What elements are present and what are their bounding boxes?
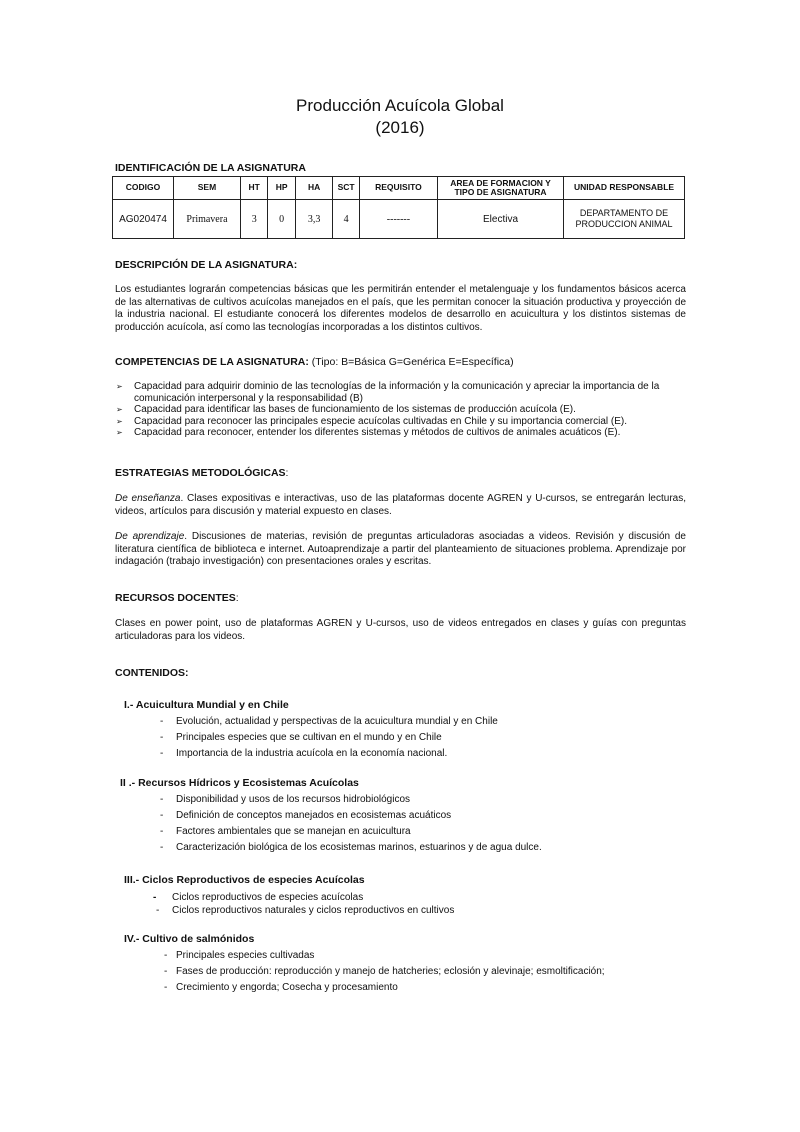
arrow-bullet-icon: ➢ bbox=[116, 405, 123, 415]
competencia-item bbox=[115, 404, 687, 416]
col-sem: SEM bbox=[173, 177, 240, 200]
competencias-heading bbox=[115, 356, 514, 368]
unit-title: I.- Acuicultura Mundial y en Chile bbox=[124, 699, 289, 711]
list-item bbox=[164, 980, 684, 996]
descripcion-text: Los estudiantes lograrán competencias básicas que les permitirán entender el metalenguaje y los fundamentos básicos acerca de las alternativas de cultivos acuícolas manejados en el país, que les permitan conocer la situación productiva y proyección de la industria nacional. El estudiante conocerá los diferentes modelos de desarrollo en acuicultura y los distintos sistemas de producción acuícola, así como las tecnologías incorporadas a los distintos cultivos. bbox=[115, 284, 686, 333]
competencia-item bbox=[115, 416, 687, 428]
list-item bbox=[160, 792, 680, 808]
unit-title: III.- Ciclos Reproductivos de especies Acuícolas bbox=[124, 874, 365, 886]
aprendizaje-text: . Discusiones de materias, revisión de preguntas articuladoras asociadas a videos. Revisión y discusión de literatura científica de biblioteca e internet. Autoaprendizaje a partir del planteamiento de situaciones problema. Aprendizaje por indagación (trabajo investigación) con presentaciones orales y escritas. bbox=[115, 531, 686, 568]
ensenanza-label: De enseñanza bbox=[115, 493, 181, 504]
dash-bullet-icon: - bbox=[160, 748, 164, 759]
col-codigo: CODIGO bbox=[113, 177, 174, 200]
ident-heading: IDENTIFICACIÓN DE LA ASIGNATURA bbox=[115, 162, 306, 174]
list-item bbox=[160, 714, 680, 730]
unit-items bbox=[152, 891, 682, 917]
competencia-text: Capacidad para reconocer, entender los diferentes sistemas y métodos de cultivos de animales acuáticos (E). bbox=[134, 427, 621, 439]
descripcion-heading: DESCRIPCIÓN DE LA ASIGNATURA: bbox=[115, 259, 298, 271]
list-item bbox=[160, 746, 680, 762]
list-item bbox=[152, 904, 682, 917]
arrow-bullet-icon: ➢ bbox=[116, 382, 123, 391]
col-sct: SCT bbox=[333, 177, 359, 200]
list-item bbox=[164, 964, 684, 980]
document-year: (2016) bbox=[375, 118, 425, 137]
col-ha: HA bbox=[295, 177, 333, 200]
competencia-text: Capacidad para reconocer las principales especie acuícolas cultivadas en Chile y su importancia comercial (E). bbox=[134, 415, 628, 427]
contenidos-heading: CONTENIDOS: bbox=[115, 667, 189, 679]
recursos-colon: : bbox=[235, 592, 239, 604]
cell-ht: 3 bbox=[241, 200, 268, 239]
dash-bullet-icon: - bbox=[156, 905, 160, 916]
competencia-text: Capacidad para identificar las bases de funcionamiento de los sistemas de producción acuícola (E). bbox=[134, 404, 576, 416]
list-item-text: Ciclos reproductivos naturales y ciclos reproductivos en cultivos bbox=[172, 905, 455, 916]
list-item bbox=[152, 891, 682, 904]
cell-requisito: ------- bbox=[359, 200, 437, 239]
ident-table bbox=[112, 176, 685, 239]
unit-items bbox=[160, 714, 680, 762]
dash-bullet-icon: - bbox=[160, 810, 164, 821]
list-item-text: Disponibilidad y usos de los recursos hidrobiológicos bbox=[176, 794, 411, 805]
competencias-note: (Tipo: B=Básica G=Genérica E=Específica) bbox=[308, 356, 514, 368]
arrow-bullet-icon: ➢ bbox=[116, 428, 123, 438]
ident-header-row bbox=[113, 177, 685, 200]
document-title: Producción Acuícola Global bbox=[296, 96, 504, 115]
dash-bullet-icon: - bbox=[164, 966, 168, 977]
unit-items bbox=[164, 948, 684, 996]
list-item-text: Ciclos reproductivos de especies acuícolas bbox=[172, 892, 364, 903]
aprendizaje-label: De aprendizaje bbox=[115, 531, 185, 542]
dash-bullet-icon: - bbox=[160, 794, 164, 805]
competencia-text: Capacidad para adquirir dominio de las tecnologías de la información y la comunicación y apreciar la importancia de la comunicación interpersonal y la responsabilidad (B) bbox=[134, 381, 660, 404]
cell-sct: 4 bbox=[333, 200, 359, 239]
list-item bbox=[164, 948, 684, 964]
dash-bullet-icon: - bbox=[160, 826, 164, 837]
competencias-title: COMPETENCIAS DE LA ASIGNATURA: bbox=[115, 356, 309, 368]
col-area: AREA DE FORMACION Y TIPO DE ASIGNATURA bbox=[438, 177, 564, 200]
competencias-list bbox=[115, 381, 687, 439]
cell-area: Electiva bbox=[438, 200, 564, 239]
aprendizaje-paragraph bbox=[115, 531, 686, 569]
col-requisito: REQUISITO bbox=[359, 177, 437, 200]
ident-data-row bbox=[113, 200, 685, 239]
unit-title: II .- Recursos Hídricos y Ecosistemas Acuícolas bbox=[120, 777, 359, 789]
cell-ha: 3,3 bbox=[295, 200, 333, 239]
dash-bullet-icon: - bbox=[153, 892, 157, 903]
recursos-title: RECURSOS DOCENTES bbox=[115, 592, 236, 604]
recursos-heading bbox=[115, 592, 239, 604]
list-item-text: Principales especies cultivadas bbox=[176, 950, 315, 961]
list-item-text: Factores ambientales que se manejan en acuicultura bbox=[176, 826, 411, 837]
recursos-text: Clases en power point, uso de plataformas AGREN y U-cursos, uso de videos entregados en clases y guías con preguntas articuladoras para los videos. bbox=[115, 618, 686, 642]
estrategias-heading bbox=[115, 467, 288, 479]
dash-bullet-icon: - bbox=[160, 732, 164, 743]
col-unidad: UNIDAD RESPONSABLE bbox=[564, 177, 685, 200]
dash-bullet-icon: - bbox=[160, 842, 164, 853]
list-item-text: Principales especies que se cultivan en el mundo y en Chile bbox=[176, 732, 442, 743]
ensenanza-text: . Clases expositivas e interactivas, uso de las plataformas docente AGREN y U-cursos, se entregarán lecturas, videos, artículos para discusión y material expuesto en clases. bbox=[115, 493, 687, 517]
list-item bbox=[160, 824, 680, 840]
ensenanza-paragraph bbox=[115, 493, 686, 518]
unit-items bbox=[160, 792, 680, 856]
cell-sem: Primavera bbox=[173, 200, 240, 239]
unit-title: IV.- Cultivo de salmónidos bbox=[124, 933, 255, 945]
dash-bullet-icon: - bbox=[160, 716, 164, 727]
estrategias-title: ESTRATEGIAS METODOLÓGICAS bbox=[115, 467, 286, 479]
estrategias-colon: : bbox=[285, 467, 289, 479]
list-item-text: Crecimiento y engorda; Cosecha y procesamiento bbox=[176, 982, 398, 993]
list-item-text: Fases de producción: reproducción y manejo de hatcheries; eclosión y alevinaje; esmoltificación; bbox=[176, 966, 605, 977]
cell-hp: 0 bbox=[268, 200, 295, 239]
competencia-item bbox=[115, 381, 687, 404]
cell-codigo: AG020474 bbox=[113, 200, 174, 239]
col-hp: HP bbox=[268, 177, 295, 200]
list-item bbox=[160, 840, 680, 856]
arrow-bullet-icon: ➢ bbox=[116, 416, 123, 426]
competencia-item bbox=[115, 427, 687, 439]
dash-bullet-icon: - bbox=[164, 950, 168, 961]
list-item-text: Caracterización biológica de los ecosistemas marinos, estuarinos y de agua dulce. bbox=[176, 842, 542, 853]
list-item-text: Definición de conceptos manejados en ecosistemas acuáticos bbox=[176, 810, 452, 821]
list-item bbox=[160, 808, 680, 824]
list-item-text: Importancia de la industria acuícola en la economía nacional. bbox=[176, 748, 448, 759]
list-item-text: Evolución, actualidad y perspectivas de la acuicultura mundial y en Chile bbox=[176, 716, 498, 727]
dash-bullet-icon: - bbox=[164, 982, 168, 993]
col-ht: HT bbox=[241, 177, 268, 200]
cell-unidad: DEPARTAMENTO DE PRODUCCION ANIMAL bbox=[564, 200, 685, 239]
list-item bbox=[160, 730, 680, 746]
